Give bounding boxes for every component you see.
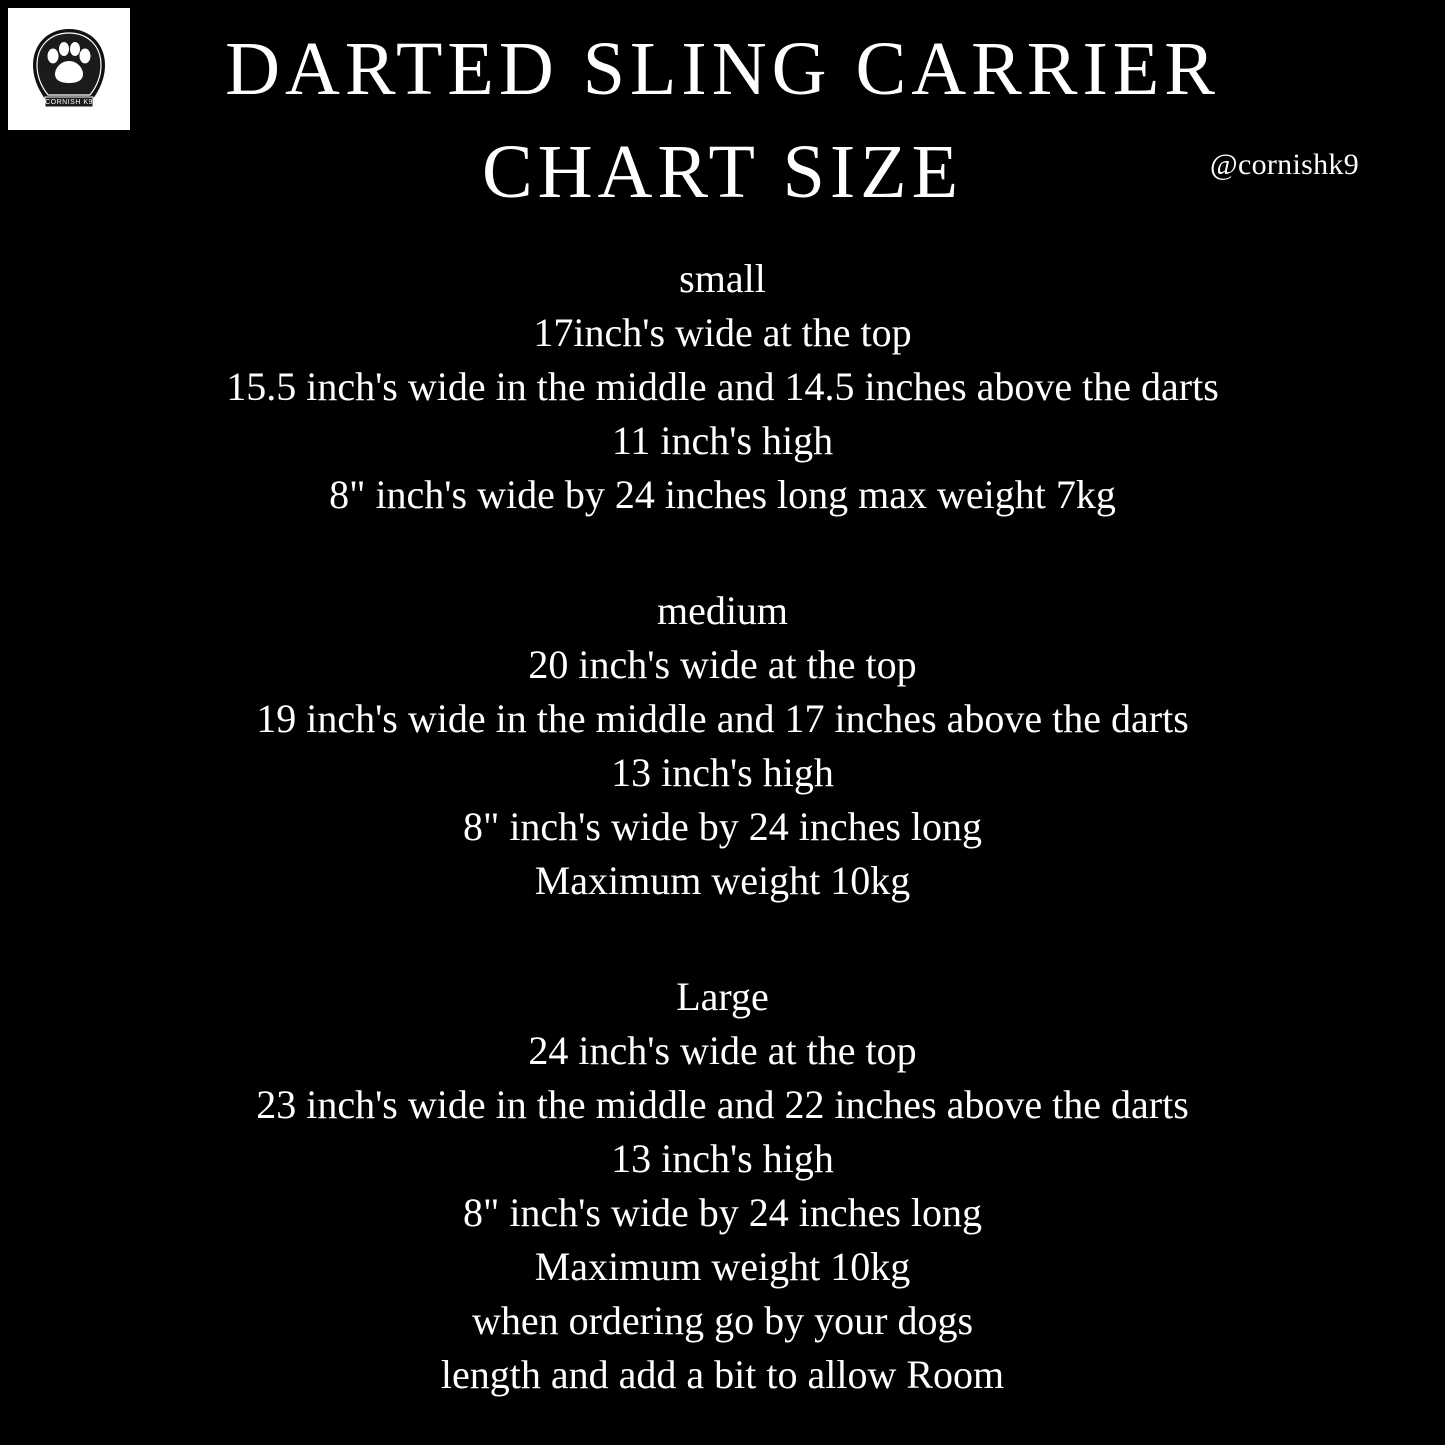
block-spacer xyxy=(0,522,1445,584)
size-name: small xyxy=(679,256,766,301)
page-title xyxy=(0,18,1445,223)
size-detail: 23 inch's wide in the middle and 22 inches above the darts xyxy=(256,1082,1189,1127)
size-block-small xyxy=(0,252,1445,522)
ordering-note: when ordering go by your dogs xyxy=(471,1298,974,1343)
size-detail: Maximum weight 10kg xyxy=(534,858,911,903)
ordering-note: length and add a bit to allow Room xyxy=(440,1352,1005,1397)
title-line-2: CHART SIZE xyxy=(481,129,964,214)
svg-text:CORNISH K9: CORNISH K9 xyxy=(45,99,93,106)
size-name: medium xyxy=(656,588,789,633)
size-detail: 24 inch's wide at the top xyxy=(528,1028,917,1073)
size-detail: 20 inch's wide at the top xyxy=(528,642,917,687)
social-handle: @cornishk9 xyxy=(1210,148,1359,181)
size-detail: 19 inch's wide in the middle and 17 inches above the darts xyxy=(256,696,1189,741)
size-detail: 8" inch's wide by 24 inches long max weight 7kg xyxy=(329,472,1116,517)
size-detail: 8" inch's wide by 24 inches long xyxy=(462,804,983,849)
block-spacer xyxy=(0,908,1445,970)
size-detail: 8" inch's wide by 24 inches long xyxy=(462,1190,983,1235)
size-detail: 15.5 inch's wide in the middle and 14.5 inches above the darts xyxy=(226,364,1219,409)
size-list xyxy=(0,252,1445,1402)
title-line-1: DARTED SLING CARRIER xyxy=(225,27,1220,111)
size-block-medium xyxy=(0,584,1445,908)
size-block-large xyxy=(0,970,1445,1402)
size-detail: 17inch's wide at the top xyxy=(533,310,912,355)
size-detail: 13 inch's high xyxy=(611,1136,834,1181)
size-name: Large xyxy=(676,974,769,1019)
size-detail: Maximum weight 10kg xyxy=(534,1244,911,1289)
size-detail: 13 inch's high xyxy=(611,750,834,795)
size-detail: 11 inch's high xyxy=(611,418,834,463)
